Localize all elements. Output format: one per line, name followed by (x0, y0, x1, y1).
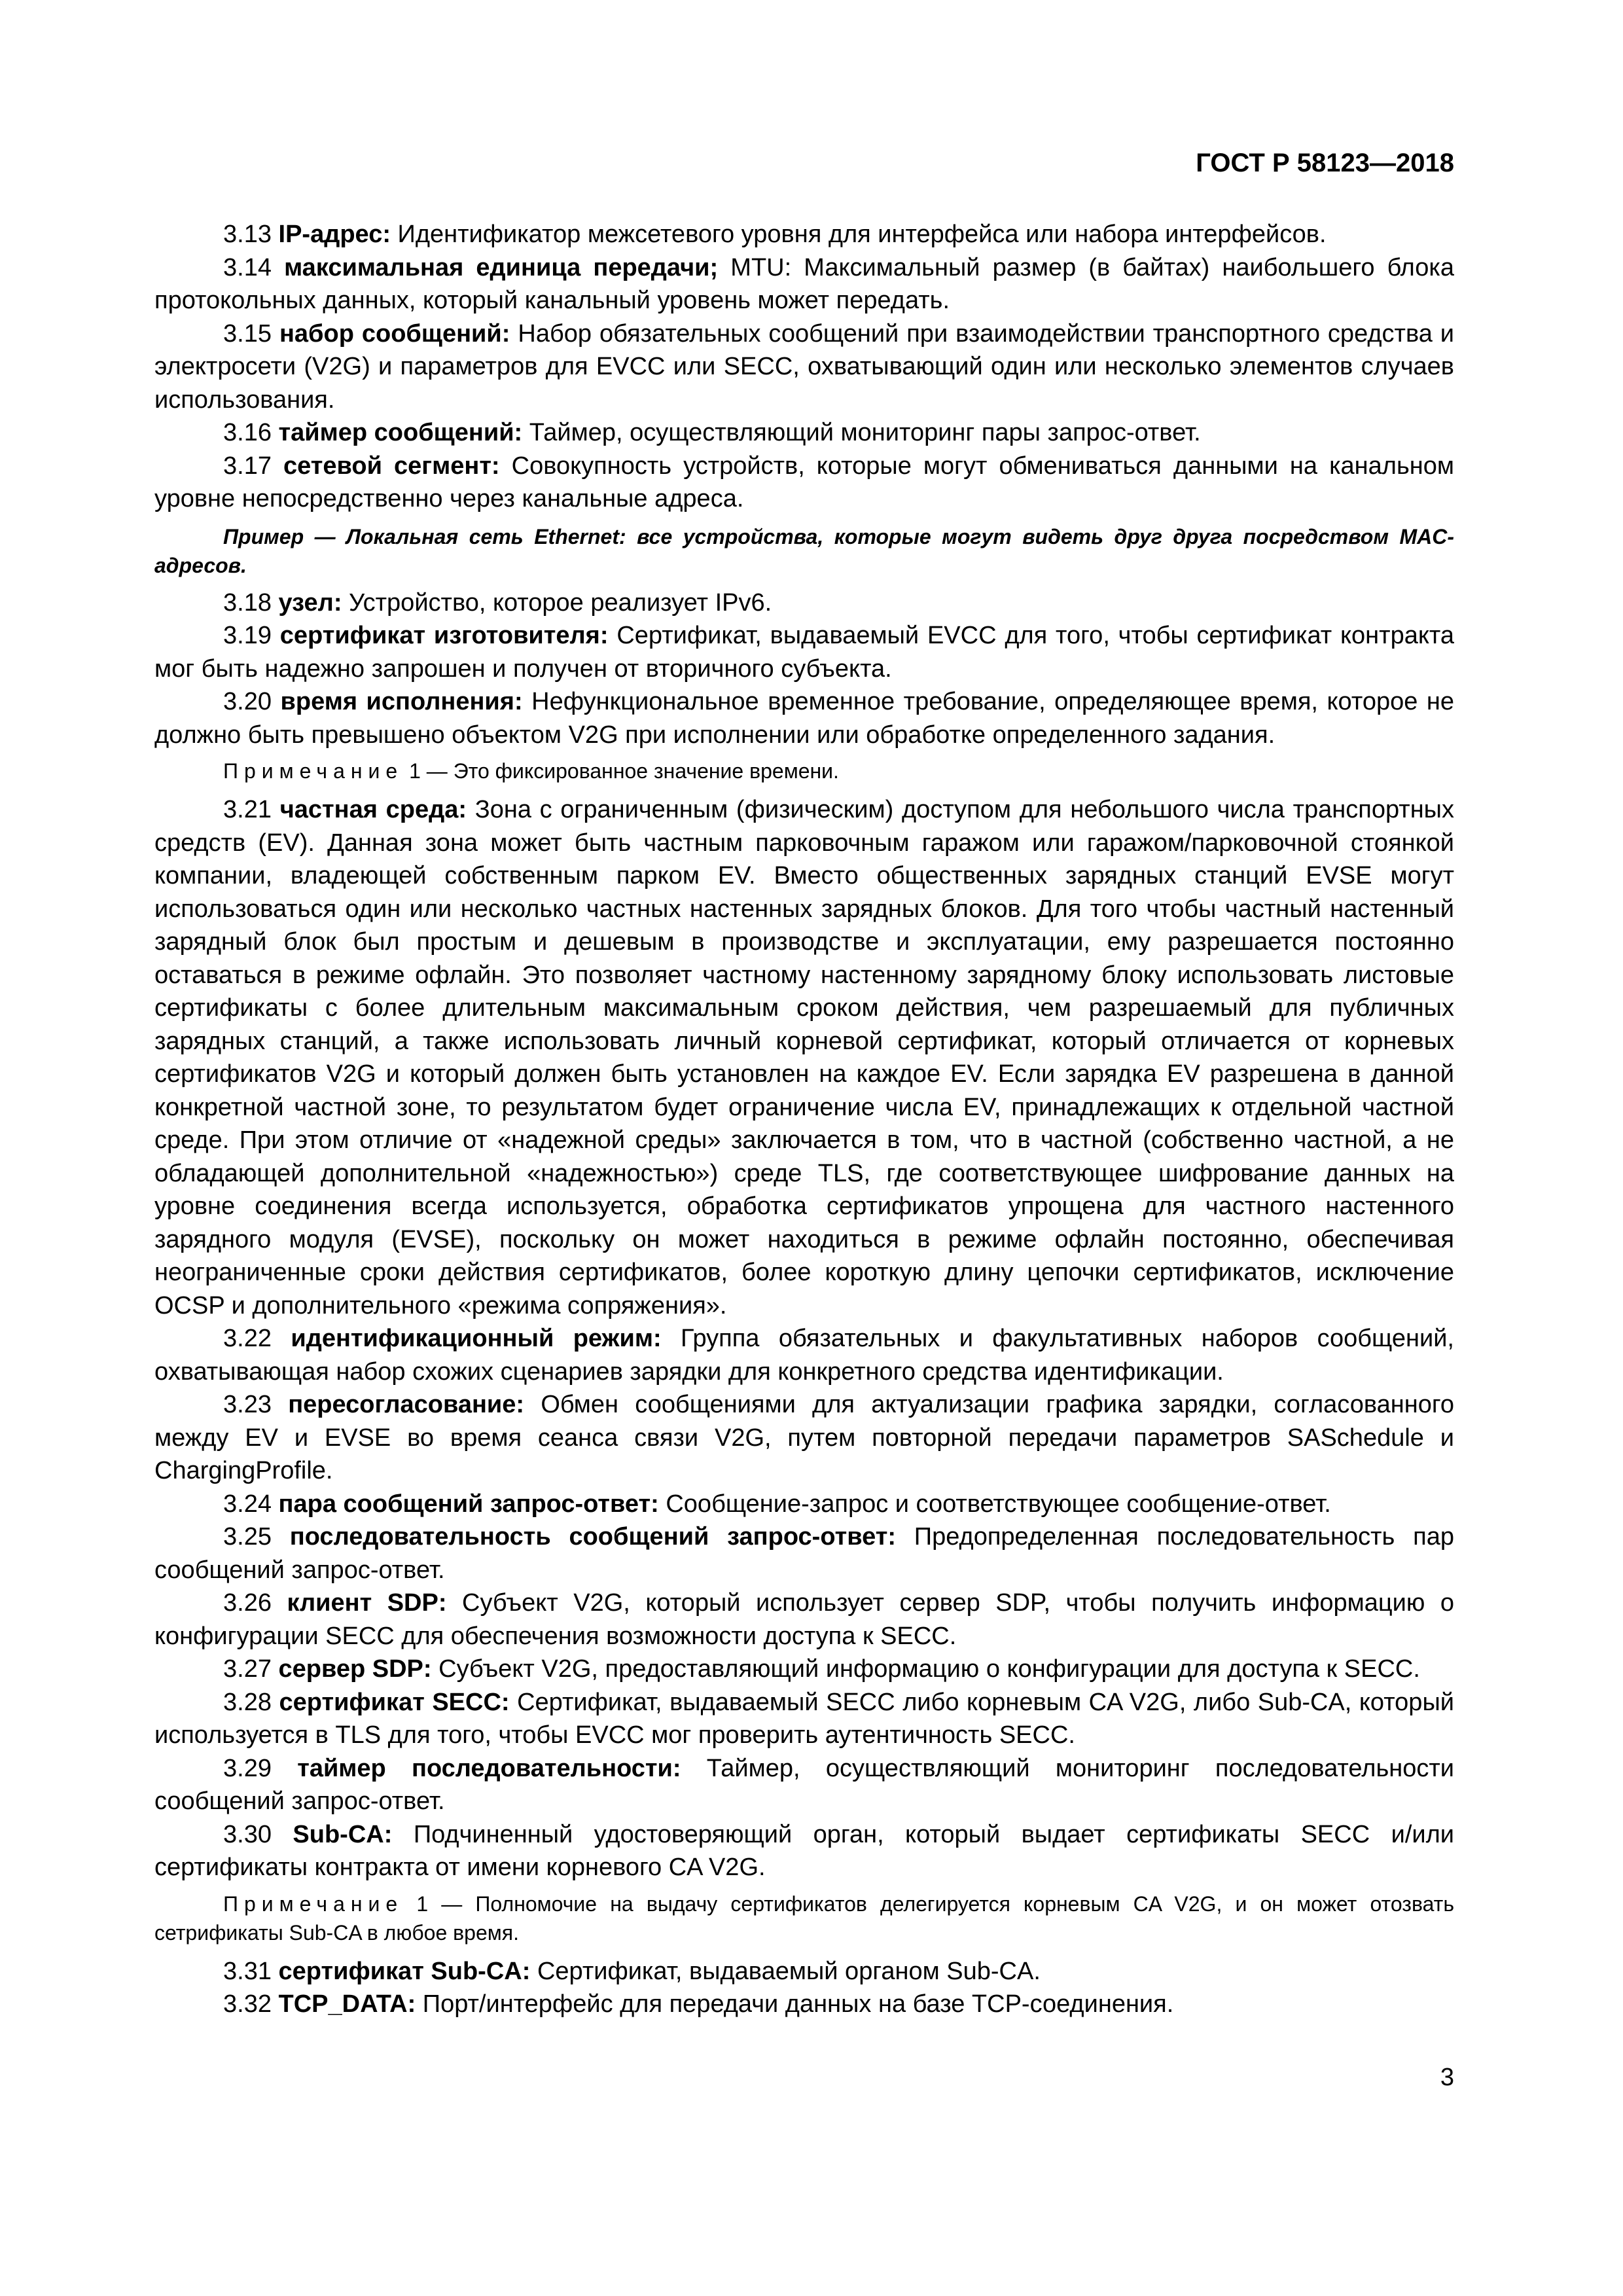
term-definition: Сертификат, выдаваемый SECC либо корневым CA V2G, либо Sub-CA, который используется в TLS для того, чтобы EVCC мог проверить аутентичность SECC. (154, 1688, 1454, 1749)
term-definition: Подчиненный удостоверяющий орган, который выдает сертификаты SECC и/или сертификаты контракта от имени корневого CA V2G. (154, 1820, 1454, 1881)
term-number: 3.23 (223, 1391, 272, 1418)
term-number: 3.30 (223, 1820, 272, 1848)
term-name: Sub-CA: (293, 1820, 393, 1848)
term-number: 3.29 (223, 1754, 272, 1782)
page-number: 3 (1440, 2064, 1454, 2091)
term-name: частная среда: (279, 796, 467, 823)
term-number: 3.19 (223, 622, 272, 649)
note-label: Примечание (223, 1892, 404, 1916)
term-number: 3.14 (223, 253, 272, 281)
term-definition: Обмен сообщениями для актуализации графика зарядки, согласованного между EV и EVSE во время сеанса связи V2G, путем повторной передачи параметров SASchedule и ChargingProfile. (154, 1391, 1455, 1484)
term-name: сетевой сегмент: (283, 452, 500, 480)
term-name: TCP_DATA: (278, 1990, 416, 2018)
example-3-17: Пример — Локальная сеть Ethernet: все устройства, которые могут видеть друг друга посредством MAC-адресов. (154, 524, 1454, 577)
term-3-21 (154, 793, 1454, 1322)
term-number: 3.18 (223, 588, 272, 617)
term-number: 3.25 (223, 1523, 272, 1551)
term-number: 3.17 (223, 452, 272, 480)
term-name: сертификат Sub-CA: (278, 1957, 531, 1985)
term-number: 3.20 (223, 688, 272, 715)
term-name: сервер SDP: (278, 1655, 432, 1683)
note-text: 1 — Это фиксированное значение времени. (409, 759, 839, 783)
term-definition: Совокупность устройств, которые могут обмениваться данными на канальном уровне непосредственно через канальные адреса. (154, 452, 1455, 512)
term-3-19 (154, 619, 1454, 685)
term-name: таймер последовательности: (297, 1754, 681, 1782)
term-definition: Субъект V2G, предоставляющий информацию о конфигурации для доступа к SECC. (438, 1655, 1420, 1683)
terms-body (154, 218, 1454, 2021)
term-3-32 (154, 1988, 1454, 2021)
term-number: 3.22 (223, 1325, 272, 1352)
note-3-30 (154, 1890, 1454, 1947)
term-name: набор сообщений: (279, 319, 510, 348)
term-definition: Порт/интерфейс для передачи данных на базе TCP-соединения. (422, 1990, 1174, 2018)
term-3-23 (154, 1388, 1454, 1488)
term-name: последовательность сообщений запрос-ответ: (289, 1523, 896, 1551)
term-name: пара сообщений запрос-ответ: (278, 1490, 659, 1518)
term-definition: Группа обязательных и факультативных наборов сообщений, охватывающая набор схожих сценариев зарядки для конкретного средства идентификации. (154, 1325, 1454, 1386)
term-number: 3.28 (223, 1688, 272, 1716)
term-3-27 (154, 1653, 1454, 1686)
document-page (154, 0, 1454, 2296)
term-3-25 (154, 1520, 1454, 1587)
term-definition: Таймер, осуществляющий мониторинг пары запрос-ответ. (529, 419, 1201, 446)
term-name: сертификат SECC: (279, 1688, 510, 1716)
note-3-20 (154, 757, 1454, 785)
term-3-13 (154, 218, 1454, 251)
term-definition: Набор обязательных сообщений при взаимодействии транспортного средства и электросети (V2G) и параметров для EVCC или SECC, охватывающий один или несколько элементов случаев использования. (154, 319, 1455, 414)
term-name: таймер сообщений: (278, 419, 523, 446)
term-name: время исполнения: (280, 688, 523, 715)
term-number: 3.31 (223, 1957, 272, 1985)
term-number: 3.13 (223, 221, 272, 248)
term-name: идентификационный режим: (291, 1325, 662, 1352)
term-3-30 (154, 1818, 1454, 1884)
term-definition: Предопределенная последовательность пар сообщений запрос-ответ. (154, 1523, 1454, 1584)
term-3-22 (154, 1322, 1454, 1388)
term-number: 3.15 (223, 319, 272, 348)
term-3-14 (154, 251, 1454, 317)
term-name: клиент SDP: (287, 1589, 447, 1617)
term-definition: Нефункциональное временное требование, определяющее время, которое не должно быть превышено объектом V2G при исполнении или обработке определенного задания. (154, 688, 1455, 749)
term-number: 3.32 (223, 1990, 272, 2018)
term-definition: Зона с ограниченным (физическим) доступом для небольшого числа транспортных средств (EV). Данная зона может быть частным парковочным гаражом или гаражом/парковочной стоянкой компании, владеющей собственным парком EV. Вместо общественных зарядных станций EVSE могут использоваться один или несколько частных настенных зарядных блоков. Для того чтобы частный настенный зарядный блок был простым и дешевым в производстве и эксплуатации, ему разрешается постоянно оставаться в режиме офлайн. Это позволяет частному настенному зарядному блоку использовать листовые сертификаты с более длительным максимальным сроком действия, чем разрешаемый для публичных зарядных станций, а также использовать личный корневой сертификат, который отличается от корневых сертификатов V2G и который должен быть установлен на каждое EV. Если зарядка EV разрешена в данной конкретной частной зоне, то результатом будет ограничение числа EV, принадлежащих к отдельной частной среде. При этом отличие от «надежной среды» заключается в том, что в частной (собственно частной, а не обладающей дополнительной «надежностью») среде TLS, где соответствующее шифрование данных на уровне соединения всегда используется, обработка сертификатов упрощена для частного настенного зарядного модуля (EVSE), поскольку он может находиться в режиме офлайн постоянно, обеспечивая неограниченные сроки действия сертификатов, более короткую длину цепочки сертификатов, исключение OCSP и дополнительного «режима сопряжения». (154, 796, 1454, 1319)
term-definition: Идентификатор межсетевого уровня для интерфейса или набора интерфейсов. (397, 221, 1327, 248)
note-text: 1 — Полномочие на выдачу сертификатов делегируется корневым CA V2G, и он может отозвать сетрификаты Sub-CA в любое время. (154, 1892, 1455, 1945)
term-number: 3.21 (223, 796, 272, 823)
term-definition: Субъект V2G, который использует сервер SDP, чтобы получить информацию о конфигурации SECC для обеспечения возможности доступа к SECC. (154, 1589, 1455, 1650)
note-label: Примечание (223, 759, 404, 783)
term-number: 3.26 (223, 1589, 272, 1617)
term-definition: MTU: Максимальный размер (в байтах) наибольшего блока протокольных данных, который канальный уровень может передать. (154, 253, 1454, 314)
term-3-15 (154, 317, 1454, 417)
term-3-28 (154, 1686, 1454, 1752)
term-name: пересогласование: (288, 1391, 525, 1418)
standard-header: ГОСТ Р 58123—2018 (1196, 149, 1454, 177)
term-definition: Таймер, осуществляющий мониторинг последовательности сообщений запрос-ответ. (154, 1754, 1454, 1815)
term-number: 3.16 (223, 419, 272, 446)
term-3-29 (154, 1752, 1454, 1818)
term-definition: Сообщение-запрос и соответствующее сообщение-ответ. (666, 1490, 1331, 1518)
term-definition: Сертификат, выдаваемый органом Sub-CA. (537, 1957, 1041, 1985)
term-3-26 (154, 1587, 1454, 1653)
term-number: 3.24 (223, 1490, 272, 1518)
term-3-18 (154, 586, 1454, 620)
term-definition: Сертификат, выдаваемый EVCC для того, чтобы сертификат контракта мог быть надежно запрошен и получен от вторичного субъекта. (154, 622, 1455, 683)
term-3-16 (154, 416, 1454, 450)
term-3-24 (154, 1488, 1454, 1521)
term-name: узел: (278, 588, 342, 617)
term-number: 3.27 (223, 1655, 272, 1683)
term-name: сертификат изготовителя: (279, 622, 609, 649)
term-3-20 (154, 685, 1454, 751)
term-name: IP-адрес: (278, 221, 391, 248)
term-name: максимальная единица передачи; (284, 253, 719, 281)
term-3-17 (154, 450, 1454, 516)
term-definition: Устройство, которое реализует IPv6. (349, 588, 772, 617)
term-3-31 (154, 1955, 1454, 1988)
